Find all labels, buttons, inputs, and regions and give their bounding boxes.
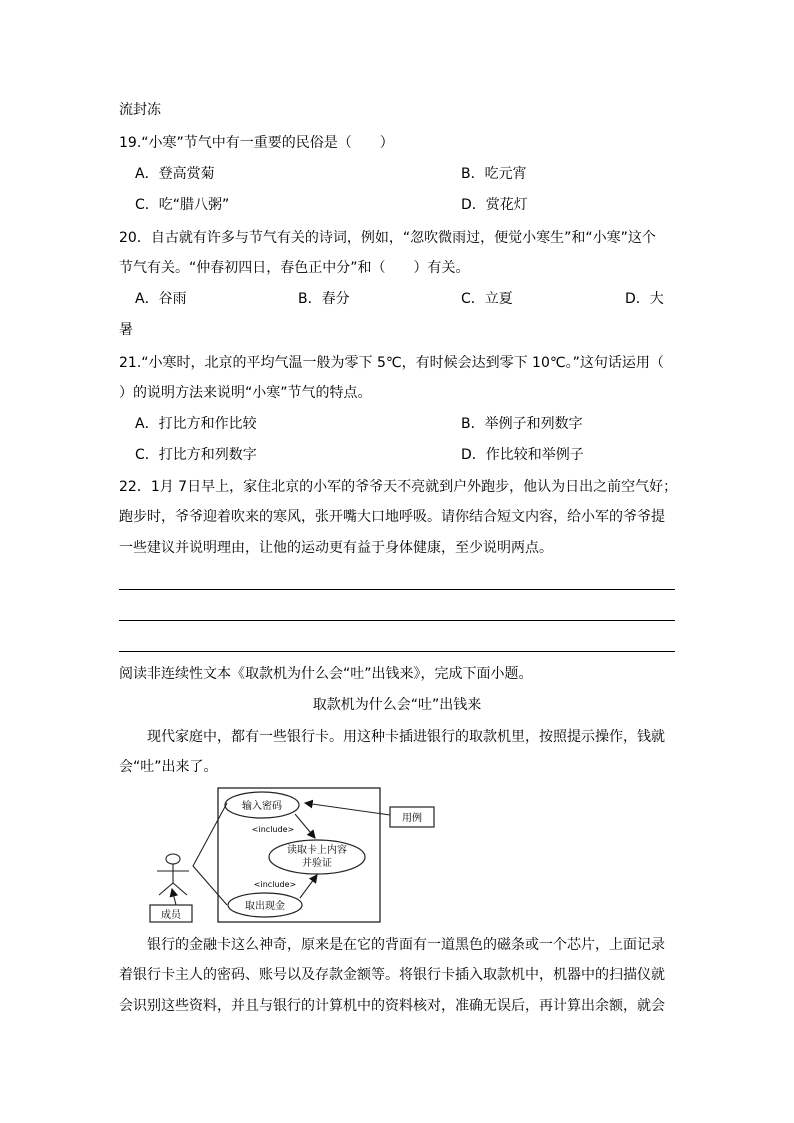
question-22-stem-line-1: 22．1月 7日早上，家住北京的小军的爷爷天不亮就到户外跑步，他认为日出之前空气好； <box>119 479 678 495</box>
reading-title: 取款机为什么会“吐”出钱来 <box>312 697 482 713</box>
q19-option-d: D．赏花灯 <box>461 197 528 213</box>
include-label-1: <include> <box>251 825 295 834</box>
include-label-2: <include> <box>253 880 297 889</box>
answer-line-3[interactable] <box>119 651 675 652</box>
use-case-diagram <box>145 785 455 925</box>
q21-option-d: D．作比较和举例子 <box>461 447 584 463</box>
question-19-stem: 19.“小寒”节气中有一重要的民俗是（ ） <box>119 135 394 151</box>
answer-line-1[interactable] <box>119 589 675 590</box>
q20-option-d: D．大 <box>625 291 664 307</box>
question-20-stem-line-2: 节气有关。“仲春初四日，春色正中分”和（ ）有关。 <box>119 260 470 276</box>
answer-line-2[interactable] <box>119 620 675 621</box>
q20-option-b: B．春分 <box>298 291 350 307</box>
reading-para-2-line-3: 会识别这些资料，并且与银行的计算机中的资料核对，准确无误后，再计算出余额，就会 <box>119 998 665 1014</box>
use-case-read-card-line-1: 读取卡上内容 <box>287 845 347 856</box>
reading-para-2-line-2: 着银行卡主人的密码、账号以及存款金额等。将银行卡插入取款机中，机器中的扫描仪就 <box>119 967 665 983</box>
continuation-text: 流封冻 <box>119 102 161 118</box>
use-case-withdraw-cash: 取出现金 <box>245 901 285 912</box>
q19-option-a: A．登高赏菊 <box>135 166 215 182</box>
q21-option-c: C．打比方和列数字 <box>135 447 257 463</box>
reading-instruction: 阅读非连续性文本《取款机为什么会“吐”出钱来》，完成下面小题。 <box>119 666 533 682</box>
q20-option-c: C．立夏 <box>461 291 513 307</box>
q19-option-b: B．吃元宵 <box>461 166 527 182</box>
q19-option-c: C．吃“腊八粥” <box>135 197 230 213</box>
use-case-read-card-line-2: 并验证 <box>302 858 332 869</box>
note-label: 用例 <box>402 813 422 824</box>
q21-option-a: A．打比方和作比较 <box>135 416 257 432</box>
q21-option-b: B．举例子和列数字 <box>461 416 583 432</box>
reading-para-1-line-1: 现代家庭中，都有一些银行卡。用这种卡插进银行的取款机里，按照提示操作，钱就 <box>119 729 665 745</box>
question-21-stem-line-1: 21.“小寒时，北京的平均气温一般为零下 5℃，有时候会达到零下 10℃。”这句话运用（ <box>119 355 664 371</box>
question-22-stem-line-3: 一些建议并说明理由，让他的运动更有益于身体健康，至少说明两点。 <box>119 540 553 556</box>
reading-para-1-line-2: 会“吐”出来了。 <box>119 759 218 775</box>
reading-para-2-line-1: 银行的金融卡这么神奇，原来是在它的背面有一道黑色的磁条或一个芯片，上面记录 <box>119 937 665 953</box>
q20-option-d-wrap: 暑 <box>119 322 133 338</box>
q20-option-a: A．谷雨 <box>135 291 187 307</box>
question-20-stem-line-1: 20．自古就有许多与节气有关的诗词，例如，“忽吹微雨过，便觉小寒生”和“小寒”这个 <box>119 230 656 246</box>
actor-label: 成员 <box>161 910 181 921</box>
use-case-enter-pin: 输入密码 <box>242 801 282 812</box>
question-22-stem-line-2: 跑步时，爷爷迎着吹来的寒风，张开嘴大口地呼吸。请你结合短文内容，给小军的爷爷提 <box>119 509 665 525</box>
use-case-diagram-svg <box>145 785 455 925</box>
question-21-stem-line-2: ）的说明方法来说明“小寒”节气的特点。 <box>119 385 372 401</box>
